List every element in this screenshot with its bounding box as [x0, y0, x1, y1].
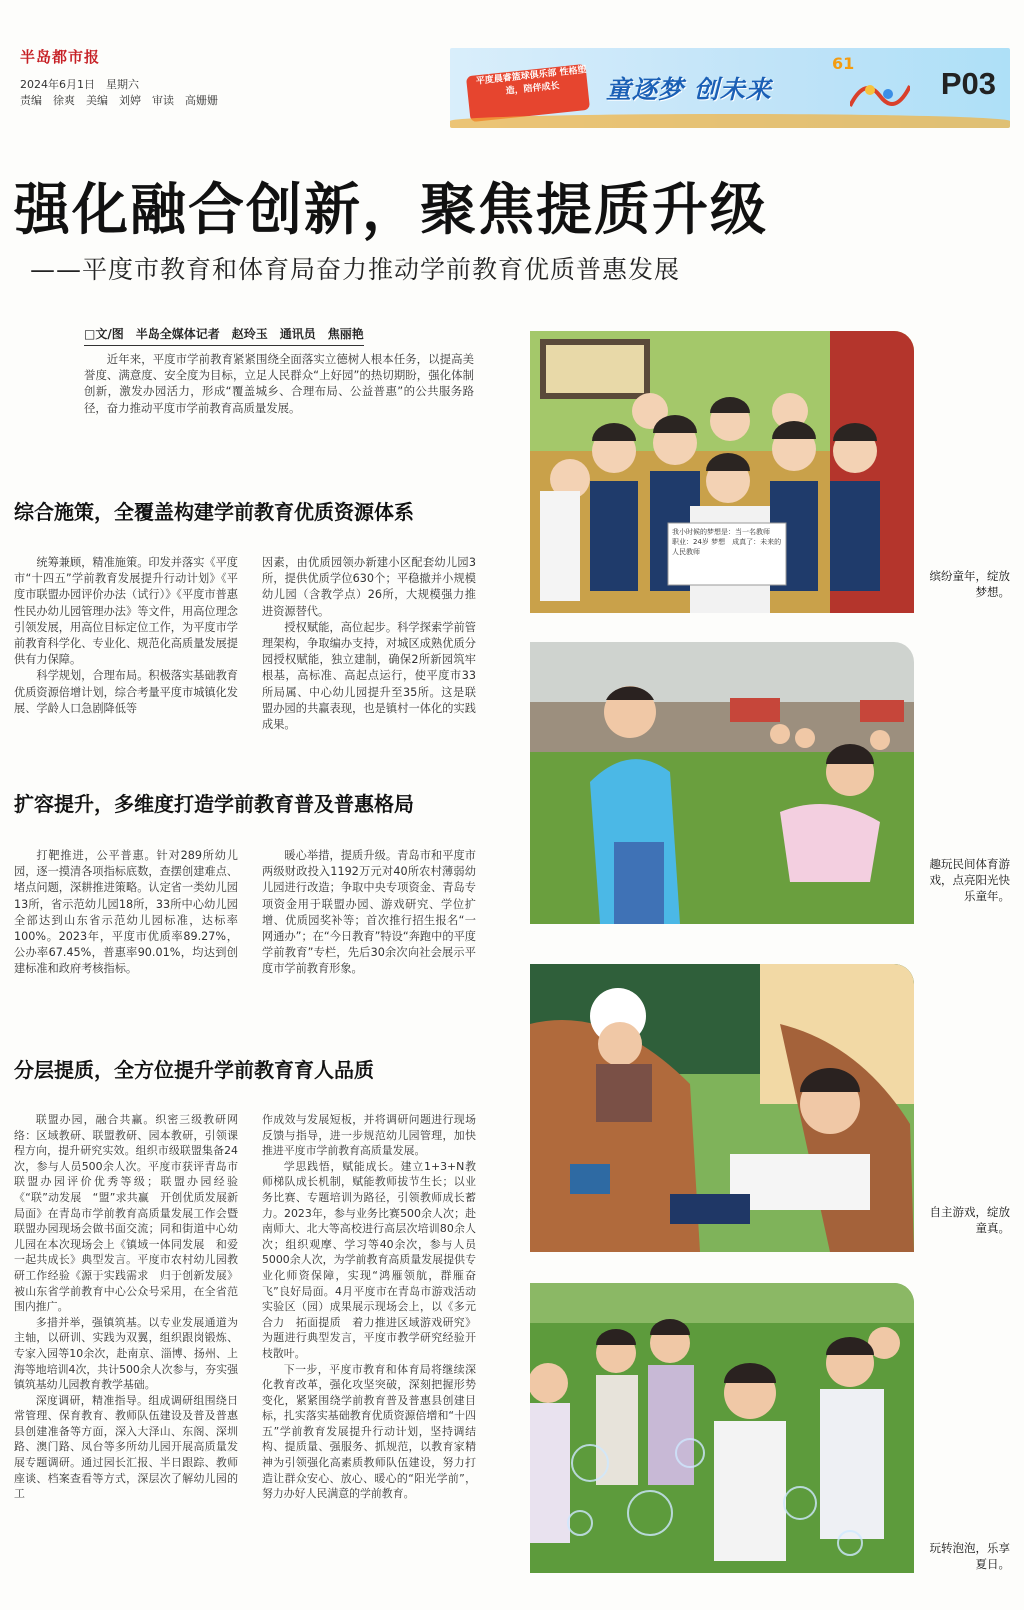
- paragraph: 科学规划，合理布局。积极落实基础教育优质资源倍增计划，综合考量平度市城镇化发展、学龄人口急剧降低等: [14, 669, 238, 715]
- childrens-day-badge: 61: [832, 54, 855, 73]
- photo-children-dreams: [530, 331, 914, 613]
- paragraph: 作成效与发展短板，并将调研问题进行现场反馈与指导，进一步规范幼儿园管理，加快推进平度市学前教育高质量发展。: [262, 1113, 476, 1158]
- photo-caption-1: 缤纷童年，绽放梦想。: [929, 569, 1010, 599]
- paragraph: 联盟办园，融合共赢。织密三级教研网络：区域教研、联盟教研、园本教研，引领课程方向，提升研究实效。组织市级联盟集备24次，参与人员500余人次。平度市获评青岛市联盟办园评价优秀等级；联盟办园经验《“联”动发展 “盟”求共赢 开创优质发展新局面》在青岛市学前教育高质量发展工作会暨联盟办园现场会做书面交流；同和街道中心幼儿园在本次现场会上《镇域一体同发展 和爱一起共成长》典型发言。平度市农村幼儿园教研工作经验《源于实践需求 归于创新发展》被山东省学前教育中心公众号采用，在全省范围内推广。: [14, 1113, 238, 1314]
- sponsor-slogan: 平度晨睿篮球俱乐部 性格塑造，陪伴成长: [475, 65, 588, 97]
- subheadline: ——平度市教育和体育局奋力推动学前教育优质普惠发展: [30, 255, 681, 284]
- paragraph: 下一步，平度市教育和体育局将继续深化教育改革，强化攻坚突破，深刻把握形势变化，紧紧围绕学前教育普及普惠县创建目标，扎实落实基础教育优质资源倍增和“十四五”学前教育发展提升行动计划，坚持调结构、提质量、强服务、抓规范，以教育家精神为引领强化高素质教师队伍建设，努力打造让群众安心、放心、暖心的“阳光学前”，努力办好人民满意的学前教育。: [262, 1362, 476, 1501]
- section-3-right-column: [262, 1112, 476, 1502]
- section-2-left-column: [14, 848, 238, 978]
- section-heading-3: 分层提质，全方位提升学前教育育人品质: [14, 1058, 374, 1082]
- photo-sign-text: 我小时候的梦想是：当一名教师 职业：24岁 梦想 成真了：未来的人民教师: [672, 528, 782, 556]
- intro-paragraph: 近年来，平度市学前教育紧紧围绕全面落实立德树人根本任务，以提高美誉度、满意度、安全度为目标，立足人民群众“上好园”的热切期盼，强化体制创新，激发办园活力，形成“覆盖城乡、合理布局、公益普惠”的公共服务路径，奋力推动平度市学前教育高质量发展。: [84, 352, 474, 415]
- section-1-left-column: [14, 555, 238, 717]
- paragraph: 多措并举，强镇筑基。以专业发展通道为主轴，以研训、实践为双翼，组织跟岗锻炼、专家入园等10余次，赴南京、淄博、扬州、上海等地培训4次，共计500余人次参与，夯实强镇筑基幼儿园教育教学基础。: [14, 1315, 238, 1392]
- paragraph: 统筹兼顾，精准施策。印发并落实《平度市“十四五”学前教育发展提升行动计划》《平度市联盟办园评价办法（试行）》《平度市普惠性民办幼儿园管理办法》等文件，用高位理念引领发展，用高位目标定位工作，为平度市学前教育科学化、专业化、规范化高质量发展提供有力保障。: [14, 556, 238, 667]
- section-2-right-column: [262, 848, 476, 978]
- photo-bubbles: [530, 1283, 914, 1573]
- photo-free-play: [530, 964, 914, 1252]
- photo-caption-2: 趣玩民间体育游戏，点亮阳光快乐童年。: [929, 857, 1010, 903]
- paragraph: 学思践悟，赋能成长。建立1+3+N教师梯队成长机制，赋能教师拔节生长；以业务比赛、专题培训为路径，引领教师成长蓄力。2023年，参与业务比赛500余人次；赴南师大、北大等高校进行高层次培训80余人次；组织观摩、学习等40余次，参与人员5000余人次，为学前教育高质量发展提供专业化师资保障，实现“鸿雁领航，群雁奋飞”良好局面。4月平度市在青岛市游戏活动实验区（园）成果展示现场会上，以《多元合力 拓面提质 着力推进区域游戏研究》为题进行典型发言，平度市教学研究经验开枝散叶。: [262, 1159, 476, 1360]
- paragraph: 授权赋能，高位起步。科学探索学前管理架构，争取编办支持，对城区成熟优质分园授权赋能，独立建制，确保2所新园筑牢根基，高标准、高起点运行，使平度市33所局属、中心幼儿园提升至35所。这是联盟办园的共赢表现，也是镇村一体化的实践成果。: [262, 620, 476, 732]
- paragraph: 因素，由优质园领办新建小区配套幼儿园3所，提供优质学位630个；平稳撤并小规模幼儿园（含教学点）26所，大规模强力推进资源替代。: [262, 556, 476, 618]
- byline: □文/图 半岛全媒体记者 赵玲玉 通讯员 焦丽艳: [84, 325, 364, 346]
- photo-caption-4: 玩转泡泡，乐享夏日。: [929, 1541, 1010, 1571]
- section-heading-2: 扩容提升，多维度打造学前教育普及普惠格局: [14, 792, 414, 816]
- masthead-logo: 半岛都市报: [20, 48, 101, 66]
- paragraph: 打靶推进，公平普惠。针对289所幼儿园，逐一摸清各项指标底数，查摆创建难点、堵点问题，深耕推进策略。认定省一类幼儿园13所，省示范幼儿园18所，33所中心幼儿园全部达到山东省示范幼儿园标准，达标率100%。2023年，平度市优质率89.27%，公办率67.45%，普惠率90.01%，均达到创建标准和政府考核指标。: [14, 849, 238, 976]
- paragraph: 深度调研，精准指导。组成调研组围绕日常管理、保育教育、教师队伍建设及普及普惠县创建准备等方面，深入大泽山、东阁、深圳路、澳门路、凤台等多所幼儿园开展高质量发展专题调研。通过园长汇报、半日跟踪、教师座谈、档案查看等方式，深层次了解幼儿园的工: [14, 1393, 238, 1501]
- editor-credits: 责编 徐爽 美编 刘婷 审读 高姗姗: [20, 94, 218, 107]
- section-1-right-column: [262, 555, 476, 733]
- paragraph: 暖心举措，提质升级。青岛市和平度市两级财政投入1192万元对40所农村薄弱幼儿园进行改造；争取中央专项资金、青岛专项资金用于联盟办园、游戏研究、学位扩增、优质园奖补等；首次推行招生报名“一网通办”；在“今日教育”特设“奔跑中的平度学前教育”专栏，先后30余次向社会展示平度市学前教育形象。: [262, 849, 476, 976]
- headline: 强化融合创新，聚焦提质升级: [14, 178, 768, 243]
- banner-title: 童逐梦 创未来: [606, 75, 772, 104]
- issue-date: 2024年6月1日 星期六: [20, 78, 139, 91]
- section-3-left-column: [14, 1112, 238, 1502]
- photo-folk-games: [530, 642, 914, 924]
- section-banner: [450, 48, 1010, 128]
- roller-coaster-icon: [850, 76, 910, 116]
- photo-caption-3: 自主游戏，绽放童真。: [929, 1205, 1010, 1235]
- banner-wave: [450, 114, 1010, 128]
- page-number: P03: [940, 66, 996, 101]
- section-heading-1: 综合施策，全覆盖构建学前教育优质资源体系: [14, 500, 414, 524]
